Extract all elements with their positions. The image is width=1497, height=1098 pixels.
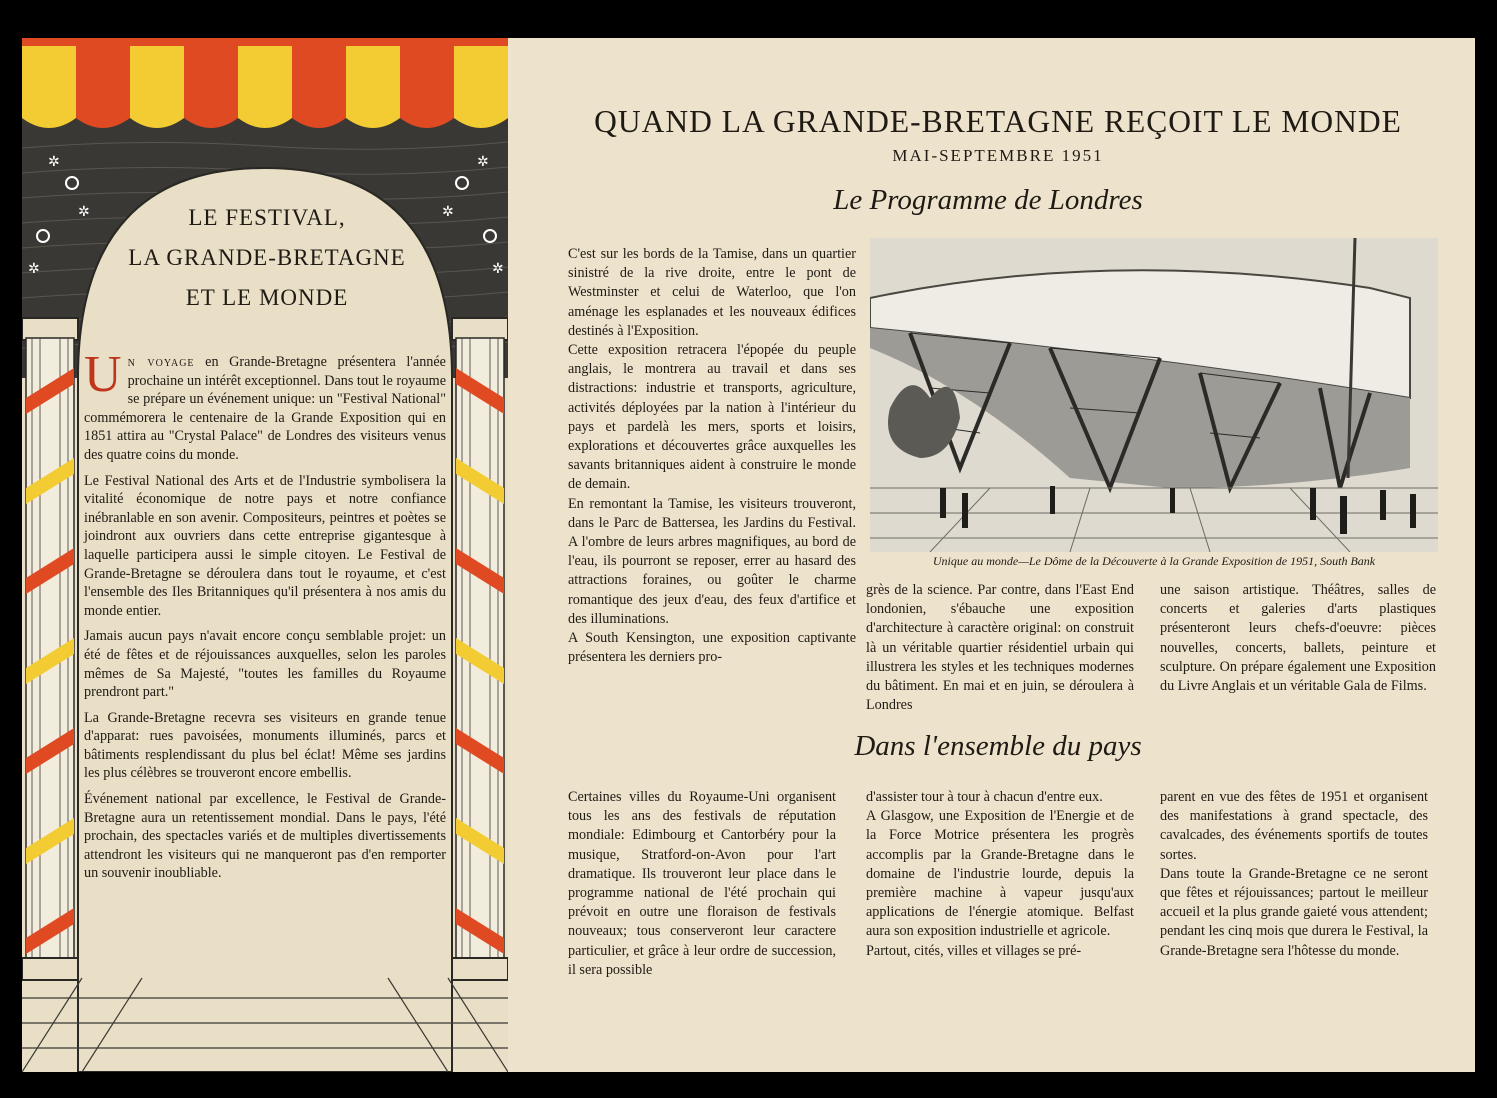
section2-column-1: Certaines villes du Royaume-Uni organisent tous les ans des festivals de réputation mondiale: Edimbourg et Cantorbéry pour la musique, Stratford-on-Avon pour l'art dramatique. Ils trouveront leur place dans le programme national de l'été prochain qui prévoit en outre une floraison de festivals nouveaux; tous conserveront leur caractere particulier, et grâce à leur ordre de succession, il sera possible (568, 789, 836, 978)
illustration-caption: Unique au monde—Le Dôme de la Découverte à la Grande Exposition de 1951, South Bank (932, 554, 1376, 568)
left-title-line-3: ET LE MONDE (185, 285, 349, 310)
section-heading-london: Le Programme de Londres (833, 184, 1143, 216)
section2-col2-paragraph-2: A Glasgow, une Exposition de l'Energie et de la Force Motrice présentera les progrès accomplis par la Grande-Bretagne dans le domaine de l'industrie lourde, depuis la première machine à vapeur jusqu'aux applications de l'énergie atomique. Belfast aura son exposition industrielle et agricole. (866, 808, 1134, 940)
right-pillar (450, 298, 508, 998)
left-title-line-1: LE FESTIVAL, (188, 205, 346, 230)
svg-text:✲: ✲ (477, 155, 489, 170)
svg-text:✲: ✲ (492, 262, 504, 277)
section2-col2-paragraph-3: Partout, cités, villes et villages se pré- (866, 942, 1082, 959)
dropcap: U (84, 346, 122, 403)
section1-column-1 (568, 245, 856, 667)
left-paragraph-1-text: en Grande-Bretagne présentera l'année prochaine un intérêt exceptionnel. Dans tout le royaume se prépare un événement unique: un "Festival National" commémorera le centenaire de la Grande Exposition qui en 1851 attira au "Crystal Palace" de Londres des visiteurs venus des quatre coins du monde. (84, 354, 446, 463)
left-body-text (84, 346, 446, 890)
brochure-sheet (22, 38, 1475, 1072)
left-paragraph-3: Jamais aucun pays n'avait encore conçu semblable projet: un été de fêtes et de réjouissances auxquelles, selon les paroles mêmes de Sa Majesté, "toutes les familles du Royaume prendront part." (84, 628, 446, 701)
left-paragraph-4: La Grande-Bretagne recevra ses visiteurs en grande tenue d'apparat: rues pavoisées, monuments illuminés, parcs et bâtiments resplendissant du plus bel éclat! Même ses jardins les plus célèbres se trouveront encore embellis. (84, 709, 446, 782)
left-paragraph-1 (84, 346, 446, 465)
striped-awning (22, 38, 508, 158)
section2-column-3 (1160, 788, 1428, 961)
left-paragraph-2: Le Festival National des Arts et de l'Industrie symbolisera la vitalité économique de notre pays et notre confiance inébranlable en son avenir. Compositeurs, peintres et poètes se joindront aux ouvriers dans cette entreprise gigantesque à laquelle participera aussi le simple citoyen. Le Festival de Grande-Bretagne se déroulera dans tout le royaume, et c'est l'ensemble des Iles Britanniques qu'il présentera à nos amis du monde entier. (84, 472, 446, 619)
section1-column-3: une saison artistique. Théâtres, salles de concerts et galeries d'arts plastiques présenteront leurs chefs-d'oeuvre: pièces nouvelles, concerts, ballets, peinture et sculpture. On prépare également une Exposition du Livre Anglais et un véritable Gala de Films. (1160, 582, 1436, 695)
section1-col1-paragraph-1: C'est sur les bords de la Tamise, dans un quartier sinistré de la rive droite, entre le pont de Westminster et celui de Waterloo, que l'on aménage les esplanades et les nouveaux édifices destinés à l'Exposition. (568, 246, 856, 339)
left-pillar (22, 298, 82, 998)
main-title: QUAND LA GRANDE-BRETAGNE REÇOIT LE MONDE (594, 104, 1402, 139)
svg-text:✲: ✲ (48, 155, 60, 170)
dome-of-discovery-illustration (870, 238, 1438, 552)
section2-col2-paragraph-1: d'assister tour à tour à chacun d'entre eux. (866, 789, 1103, 805)
left-title (112, 198, 422, 318)
svg-text:✲: ✲ (28, 262, 40, 277)
section2-col3-paragraph-1: parent en vue des fêtes de 1951 et organisent des manifestations à grand spectacle, des cavalcades, des événements sportifs de toutes sortes. (1160, 789, 1428, 863)
lead-smallcaps: n voyage (127, 354, 195, 370)
subtitle-dates: MAI-SEPTEMBRE 1951 (892, 146, 1104, 165)
svg-text:✲: ✲ (78, 205, 90, 220)
section2-col3-paragraph-2: Dans toute la Grande-Bretagne ce ne seront que fêtes et réjouissances; partout le meilleur accueil et la plus grande gaieté vous attendent; pendant les cinq mois que durera le Festival, la Grande-Bretagne sera l'hôtesse du monde. (1160, 865, 1428, 959)
right-panel (508, 38, 1475, 1072)
svg-text:✲: ✲ (442, 205, 454, 220)
section2-column-2 (866, 788, 1134, 961)
section1-col1-paragraph-2: Cette exposition retracera l'épopée du peuple anglais, le montrera au travail et dans ses distractions: industrie et transports, agriculture, activités déployées par la nation à l'intérieur du pays et pardelà les mers, sports et loisirs, explorations et découvertes grâce auxquelles les savants britanniques aident à construire le monde de demain. (568, 342, 856, 493)
section-heading-country: Dans l'ensemble du pays (854, 730, 1142, 762)
dome-drawing (870, 238, 1438, 552)
section1-column-2: grès de la science. Par contre, dans l'East End londonien, s'ébauche une exposition d'architecture à caractère original: on construit là un véritable quartier résidentiel urbain qui illustrera les styles et les techniques modernes du bâtiment. En mai et en juin, se déroulera à Londres (866, 582, 1134, 714)
left-title-line-2: LA GRANDE-BRETAGNE (128, 245, 406, 270)
section1-col1-paragraph-3: En remontant la Tamise, les visiteurs trouveront, dans le Parc de Battersea, les Jardins du Festival. A l'ombre de leurs arbres magnifiques, au bord de l'eau, ils pourront se reposer, errer au hasard des attractions foraines, ou goûter le charme romantique des jeux d'eau, des feux d'artifice et des illuminations. (568, 495, 856, 627)
section1-col1-paragraph-4: A South Kensington, une exposition captivante présentera les derniers pro- (568, 630, 856, 666)
left-paragraph-5: Événement national par excellence, le Festival de Grande-Bretagne aura un retentissement mondial. Dans le pays, l'été prochain, des spectacles variés et de multiples divertissements attendront les visiteurs qui ne manqueront pas d'en remporter un souvenir inoubliable. (84, 791, 446, 882)
left-panel (22, 38, 508, 1072)
